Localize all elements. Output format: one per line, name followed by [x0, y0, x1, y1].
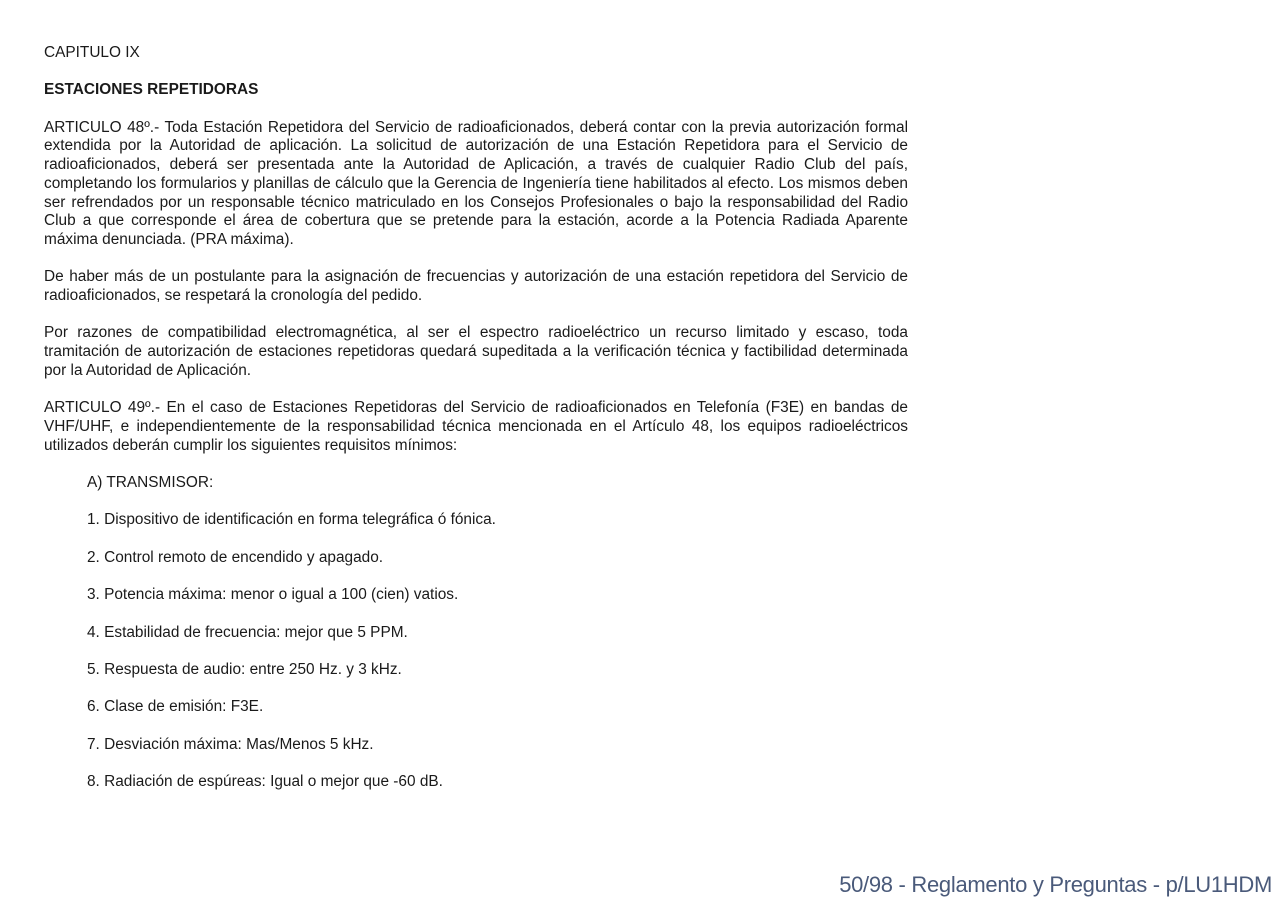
list-item: 6. Clase de emisión: F3E. — [87, 698, 264, 716]
section-title: ESTACIONES REPETIDORAS — [44, 81, 259, 99]
page-footer: 50/98 - Reglamento y Preguntas - p/LU1HDM — [839, 872, 1272, 897]
requirements-list — [87, 511, 908, 791]
chapter-heading: CAPITULO IX — [44, 44, 140, 61]
list-item: 4. Estabilidad de frecuencia: mejor que 5 PPM. — [87, 623, 408, 641]
list-item: 3. Potencia máxima: menor o igual a 100 (cien) vatios. — [87, 586, 459, 604]
list-item: 1. Dispositivo de identificación en forma telegráfica ó fónica. — [87, 511, 496, 529]
list-item: 7. Desviación máxima: Mas/Menos 5 kHz. — [87, 735, 374, 753]
document-page — [44, 44, 908, 811]
requirements-section — [44, 474, 908, 792]
paragraph-applicants: De haber más de un postulante para la asignación de frecuencias y autorización de una estación repetidora del Servicio de radioaficionados, se respetará la cronología del pedido. — [44, 268, 908, 305]
paragraph-compatibility: Por razones de compatibilidad electromagnética, al ser el espectro radioeléctrico un recurso limitado y escaso, toda tramitación de autorización de estaciones repetidoras quedará supeditada a la verificación técnica y factibilidad determinada por la Autoridad de Aplicación. — [44, 324, 908, 379]
list-item: 8. Radiación de espúreas: Igual o mejor que -60 dB. — [87, 773, 443, 791]
list-item: 5. Respuesta de audio: entre 250 Hz. y 3 kHz. — [87, 661, 402, 679]
paragraph-article-48: ARTICULO 48º.- Toda Estación Repetidora del Servicio de radioaficionados, deberá contar con la previa autorización formal extendida por la Autoridad de aplicación. La solicitud de autorización de una Estación Repetidora para el Servicio de radioaficionados, deberá ser presentada ante la Autoridad de Aplicación, a través de cualquier Radio Club del país, completando los formularios y planillas de cálculo que la Gerencia de Ingeniería tiene habilitados al efecto. Los mismos deben ser refrendados por un responsable técnico matriculado en los Consejos Profesionales o bajo la responsabilidad del Radio Club a que corresponde el área de cobertura que se pretende para la estación, acorde a la Potencia Radiada Aparente máxima denunciada. (PRA máxima). — [44, 118, 908, 248]
list-item: 2. Control remoto de encendido y apagado. — [87, 548, 384, 566]
transmitter-subheading: A) TRANSMISOR: — [87, 474, 214, 492]
paragraph-article-49: ARTICULO 49º.- En el caso de Estaciones Repetidoras del Servicio de radioaficionados en Telefonía (F3E) en bandas de VHF/UHF, e independientemente de la responsabilidad técnica mencionada en el Artículo 48, los equipos radioeléctricos utilizados deberán cumplir los siguientes requisitos mínimos: — [44, 399, 908, 454]
